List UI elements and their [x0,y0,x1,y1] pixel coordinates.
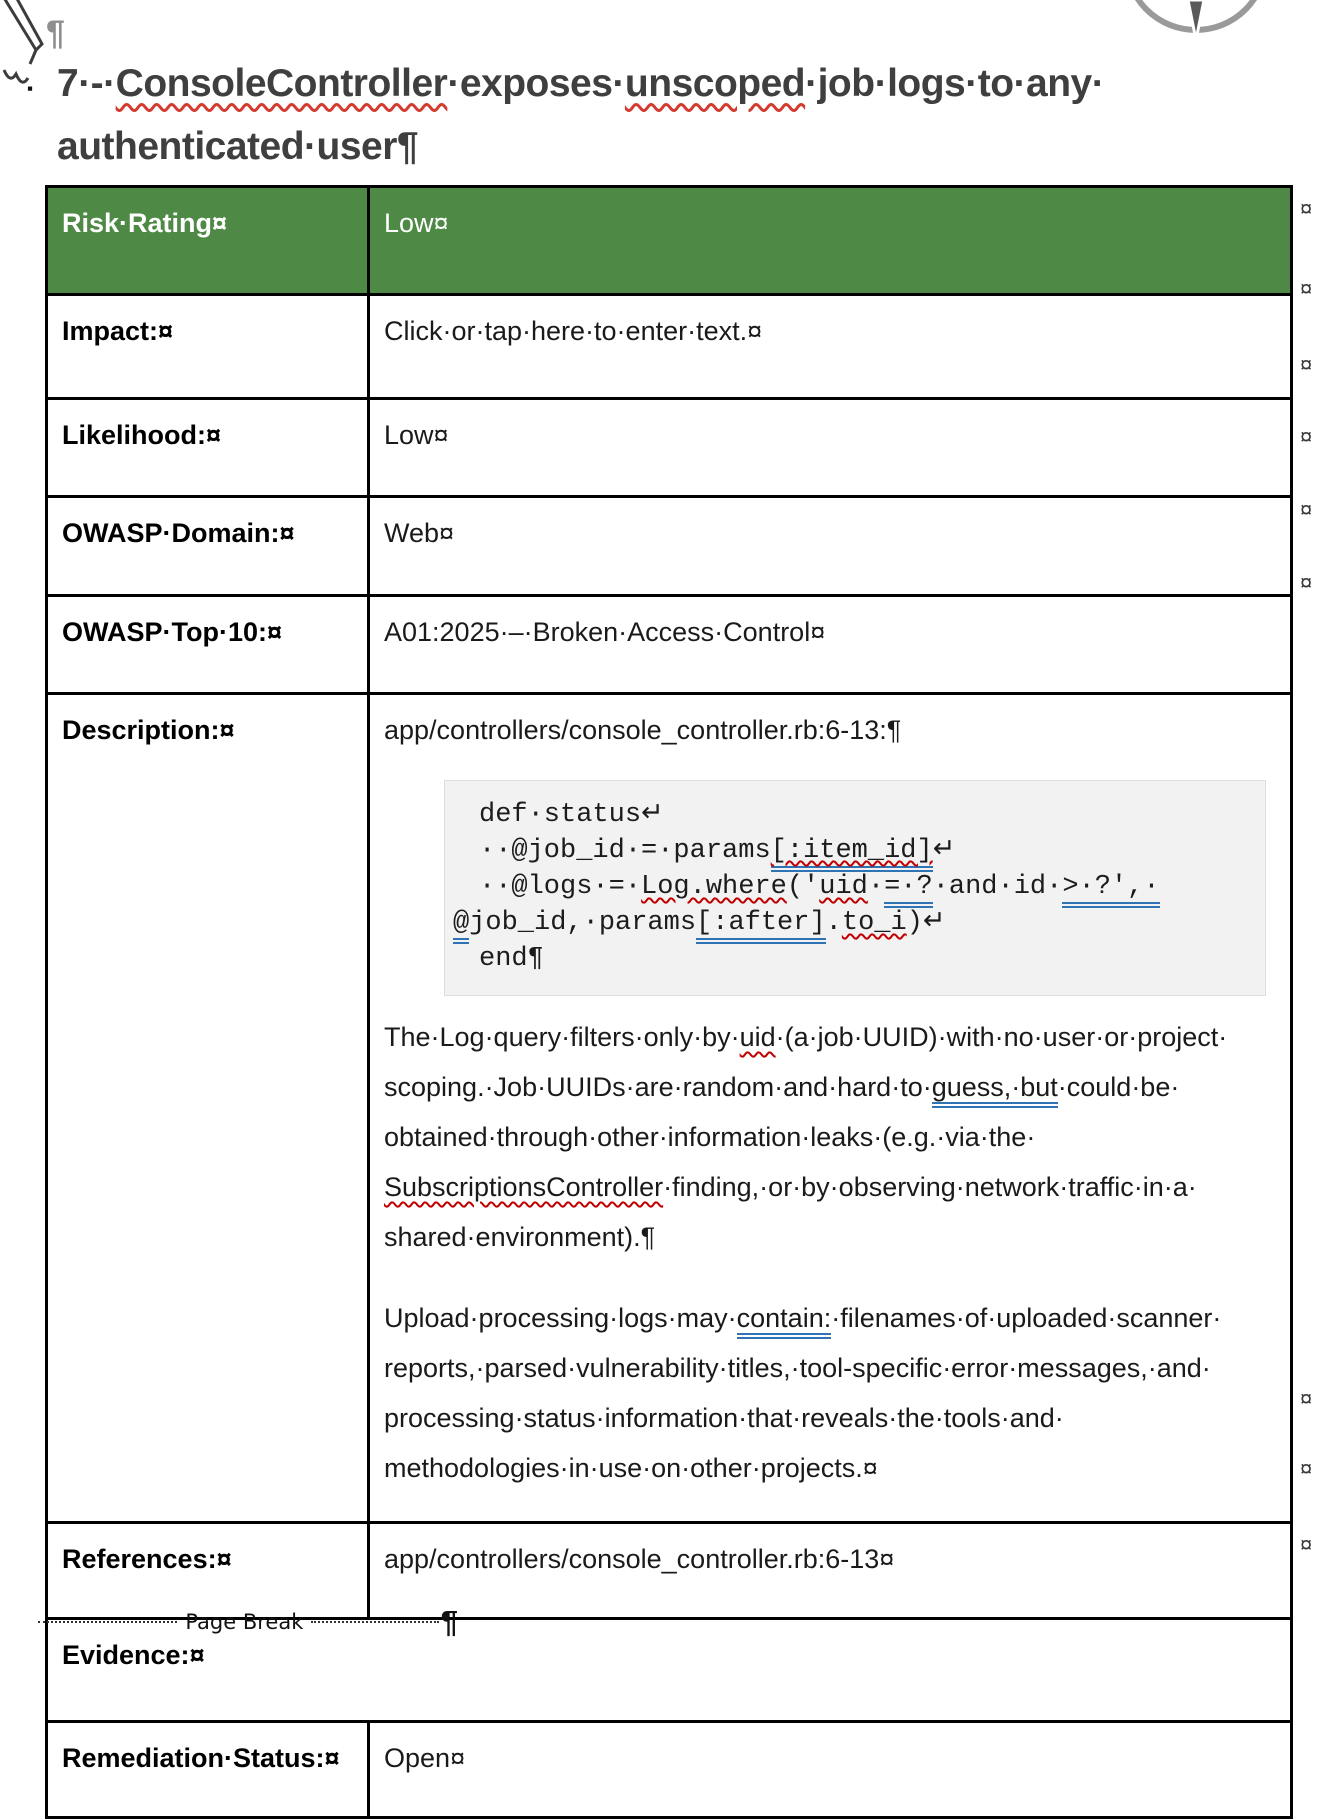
finding-heading[interactable]: 7·-·ConsoleController·exposes·unscoped·job·logs·to·any· authenticated·user¶ [57,62,1105,168]
risk-rating-label-cell[interactable]: Risk·Rating¤ [47,187,369,295]
row-end-mark: ¤ [1300,1532,1313,1557]
likelihood-label-cell[interactable]: Likelihood:¤ [47,399,369,497]
row-end-mark: ¤ [1300,570,1313,595]
description-value-cell[interactable] [369,694,1292,1523]
table-row-likelihood [47,399,1292,497]
owasp-domain-value-cell[interactable]: Web¤ [369,497,1292,596]
references-value-cell[interactable]: app/controllers/console_controller.rb:6-13¤ [369,1523,1292,1619]
remediation-status-label-cell[interactable]: Remediation·Status:¤ [47,1722,369,1818]
row-end-mark: ¤ [1300,196,1313,221]
page-break-dotted-line [311,1621,438,1623]
table-row-impact [47,295,1292,399]
description-file-reference[interactable]: app/controllers/console_controller.rb:6-13:¶ [384,715,902,745]
table-row-risk-rating [47,187,1292,295]
references-label-cell[interactable]: References:¤ [47,1523,369,1619]
table-row-description [47,694,1292,1523]
description-paragraph-2[interactable]: Upload·processing·logs·may·contain:·filenames·of·uploaded·scanner· reports,·parsed·vulnerability·titles,·tool-specific·error·messages,·and· processing·status·information·that·reveals·the·tools·and· methodologies·in·use·on·other·projects.¤ [384,1303,1222,1483]
description-paragraph-1[interactable]: The·Log·query·filters·only·by·uid·(a·job·UUID)·with·no·user·or·project· scoping.·Job·UUIDs·are·random·and·hard·to·guess,·but·could·be· obtained·through·other·information·leaks·(e.g.·via·the· SubscriptionsController·finding,·or·by·observing·network·traffic·in·a· shared·environment).¶ [384,1022,1228,1252]
table-row-owasp-domain [47,497,1292,596]
paragraph-mark: ¶ [440,1604,458,1639]
risk-rating-value-cell[interactable]: Low¤ [369,187,1292,295]
table-row-owasp-top10 [47,596,1292,694]
table-row-remediation-status [47,1722,1292,1818]
company-logo [1120,0,1270,46]
owasp-top10-value-cell[interactable]: A01:2025·–·Broken·Access·Control¤ [369,596,1292,694]
row-end-mark: ¤ [1300,352,1313,377]
owasp-top10-label-cell[interactable]: OWASP·Top·10:¤ [47,596,369,694]
heading-style-marker: ▪ [27,79,34,98]
impact-value-cell[interactable]: Click·or·tap·here·to·enter·text.¤ [369,295,1292,399]
likelihood-value-cell[interactable]: Low¤ [369,399,1292,497]
empty-paragraph-mark: ¶ [46,14,65,52]
row-end-mark: ¤ [1300,424,1313,449]
code-snippet-block[interactable]: def·status↵ ··@job_id·=·params[:item_id]↵ ··@logs·=·Log.where('uid·=·?·and·id·>·?',· @job_id,·params[:after].to_i)↵ end¶ [444,780,1266,996]
page-break-marker [38,1604,458,1640]
page-break-label: Page Break [185,1610,304,1634]
row-end-mark: ¤ [1300,497,1313,522]
row-end-mark: ¤ [1300,1386,1313,1411]
impact-label-cell[interactable]: Impact:¤ [47,295,369,399]
owasp-domain-label-cell[interactable]: OWASP·Domain:¤ [47,497,369,596]
remediation-status-value-cell[interactable]: Open¤ [369,1722,1292,1818]
finding-table [45,185,1293,1819]
row-end-mark: ¤ [1300,276,1313,301]
evidence-label-cell[interactable]: Evidence:¤ [47,1619,1292,1722]
row-end-mark: ¤ [1300,1456,1313,1481]
page-break-dotted-line [38,1621,177,1623]
description-label-cell[interactable]: Description:¤ [47,694,369,1523]
